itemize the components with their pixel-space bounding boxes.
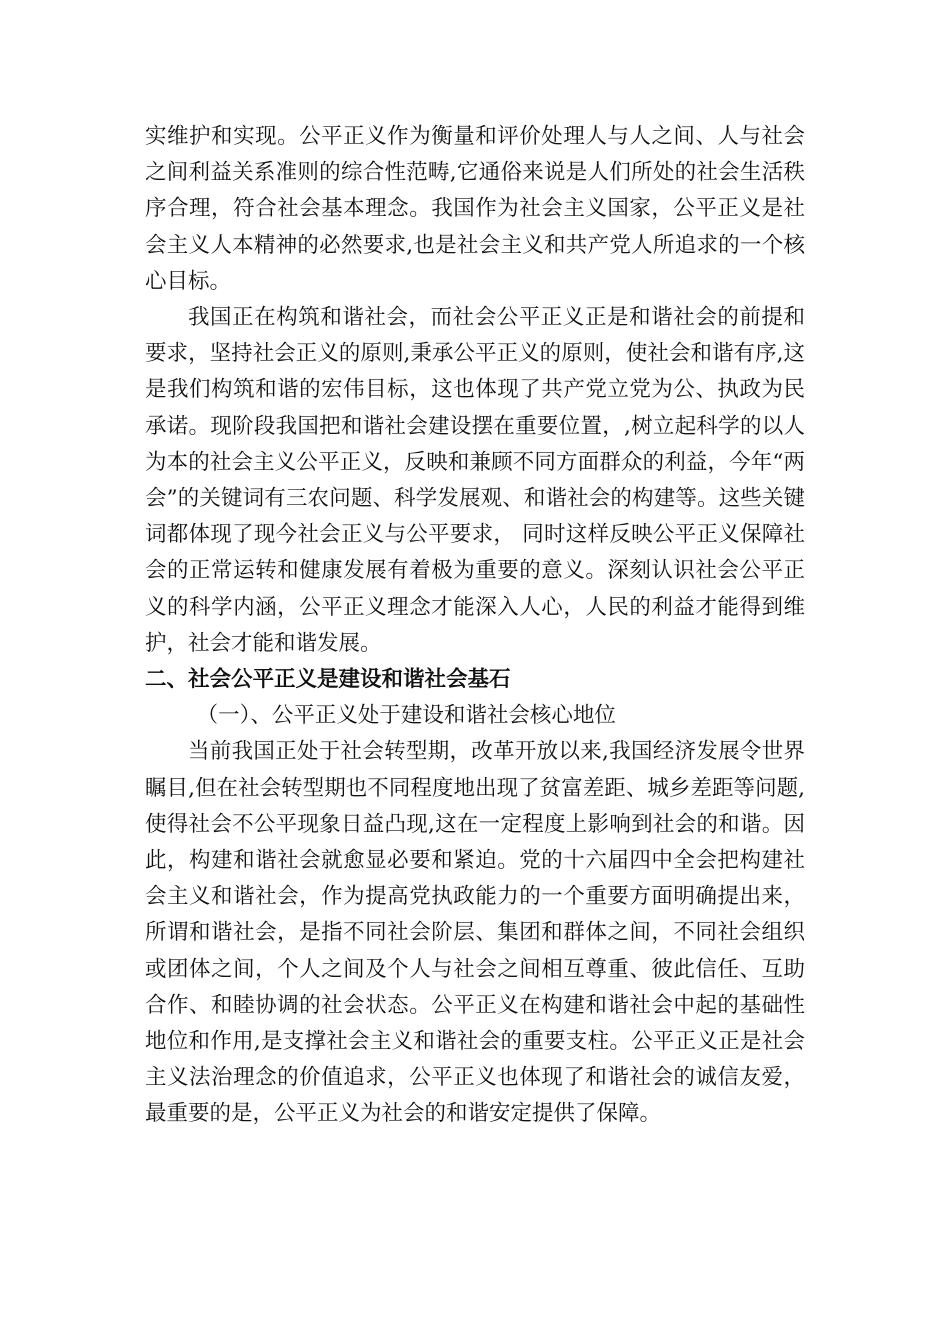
paragraph-3: 当前我国正处于社会转型期，改革开放以来,我国经济发展令世界瞩目,但在社会转型期也不同程度地出现了贫富差距、城乡差距等问题,使得社会不公平现象日益凸现,这在一定程度上影响到社会的和谐。因此，构建和谐社会就愈显必要和紧迫。党的十六届四中全会把构建社会主义和谐社会，作为提高党执政能力的一个重要方面明确提出来，所谓和谐社会，是指不同社会阶层、集团和群体之间，不同社会组织或团体之间，个人之间及个人与社会之间相互尊重、彼此信任、互助合作、和睦协调的社会状态。公平正义在构建和谐社会中起的基础性地位和作用,是支撑社会主义和谐社会的重要支柱。公平正义正是社会主义法治理念的价值追求，公平正义也体现了和谐社会的诚信友爱，最重要的是，公平正义为社会的和谐安定提供了保障。: [145, 739, 805, 1127]
paragraph-2: 我国正在构筑和谐社会，而社会公平正义正是和谐社会的前提和要求，坚持社会正义的原则,秉承公平正义的原则，使社会和谐有序,这是我们构筑和谐的宏伟目标，这也体现了共产党立党为公、执政为民承诺。现阶段我国把和谐社会建设摆在重要位置，,树立起科学的以人为本的社会主义公平正义，反映和兼顾不同方面群众的利益，今年“两会”的关键词有三农问题、科学发展观、和谐社会的构建等。这些关键词都体现了现今社会正义与公平要求， 同时这样反映公平正义保障社会的正常运转和健康发展有着极为重要的意义。深刻认识社会公平正义的科学内涵，公平正义理念才能深入人心，人民的利益才能得到维护，社会才能和谐发展。: [145, 305, 805, 656]
subsection-heading: （一）、公平正义处于建设和谐社会核心地位: [196, 703, 616, 729]
paragraph-1: 实维护和实现。公平正义作为衡量和评价处理人与人之间、人与社会之间利益关系准则的综合性范畴,它通俗来说是人们所处的社会生活秩序合理，符合社会基本理念。我国作为社会主义国家，公平正义是社会主义人本精神的必然要求,也是社会主义和共产党人所追求的一个核心目标。: [145, 124, 805, 294]
document-body: [145, 119, 805, 1133]
section-heading: 二、社会公平正义是建设和谐社会基石: [145, 667, 511, 693]
